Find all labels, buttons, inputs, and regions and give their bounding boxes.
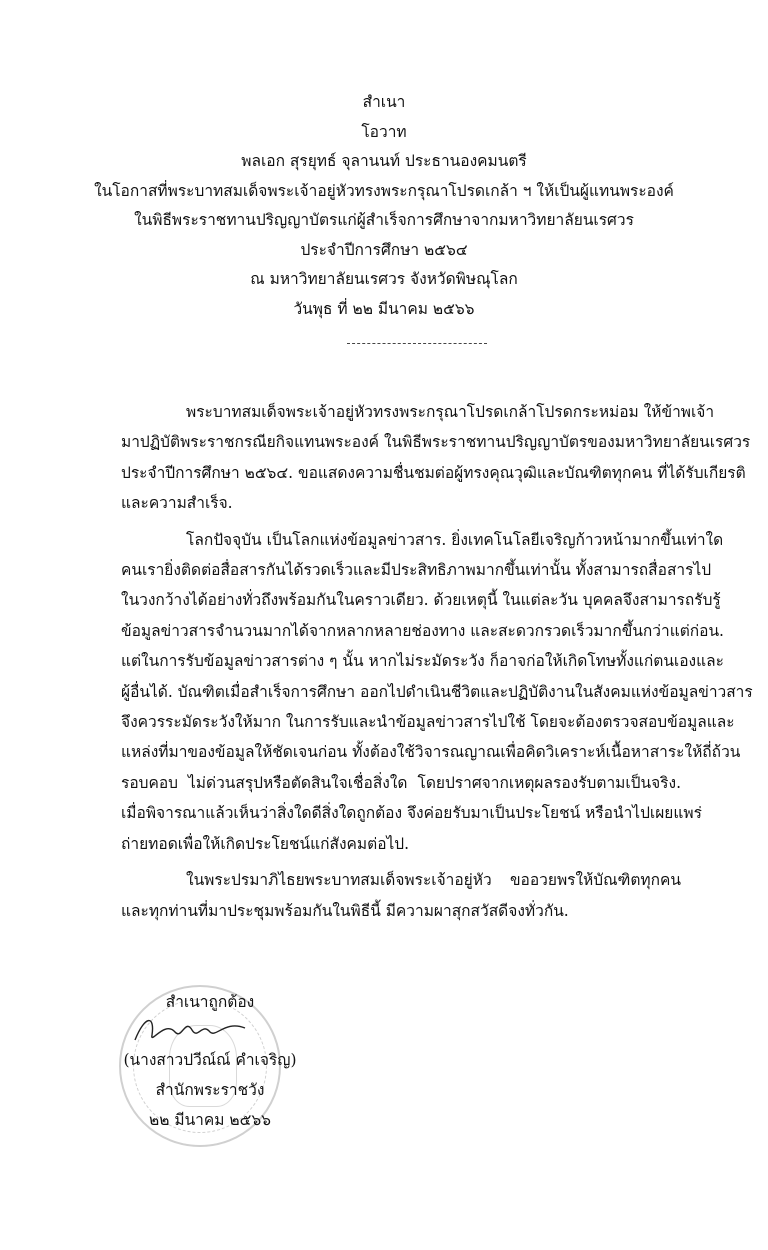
paragraph-3-line: และทุกท่านที่มาประชุมพร้อมกันในพิธีนี้ มีความผาสุกสวัสดีจงทั่วกัน. bbox=[121, 901, 569, 920]
document-title: โอวาท bbox=[361, 122, 407, 141]
certifier-office: สำนักพระราชวัง bbox=[155, 1081, 265, 1099]
certified-copy-label: สำเนาถูกต้อง bbox=[165, 993, 255, 1011]
paragraph-2-line: จึงควรระมัดระวังให้มาก ในการรับและนำข้อมูลข่าวสารไปใช้ โดยจะต้องตรวจสอบข้อมูลและ bbox=[121, 713, 735, 732]
paragraph-3-line: ในพระปรมาภิไธยพระบาทสมเด็จพระเจ้าอยู่หัว ขออวยพรให้บัณฑิตทุกคน bbox=[186, 871, 681, 890]
paragraph-2-line: แต่ในการรับข้อมูลข่าวสารต่าง ๆ นั้น หากไม่ระมัดระวัง ก็อาจก่อให้เกิดโทษทั้งแก่ตนเองและ bbox=[121, 652, 724, 671]
paragraph-1-line: ประจำปีการศึกษา ๒๕๖๔. ขอแสดงความชื่นชมต่อผู้ทรงคุณวุฒิและบัณฑิตทุกคน ที่ได้รับเกียรติ bbox=[121, 463, 746, 482]
speaker-line: พลเอก สุรยุทธ์ จุลานนท์ ประธานองคมนตรี bbox=[241, 152, 527, 170]
certifier-name: (นางสาวปวีณ์ณ์ คำเจริญ) bbox=[123, 1051, 297, 1069]
paragraph-1-line: มาปฏิบัติพระราชกรณียกิจแทนพระองค์ ในพิธีพระราชทานปริญญาบัตรของมหาวิทยาลัยนเรศวร bbox=[121, 433, 751, 452]
venue-line: ณ มหาวิทยาลัยนเรศวร จังหวัดพิษณุโลก bbox=[250, 270, 518, 288]
document-header bbox=[0, 88, 768, 324]
occasion-line: ในโอกาสที่พระบาทสมเด็จพระเจ้าอยู่หัวทรงพระกรุณาโปรดเกล้า ฯ ให้เป็นผู้แทนพระองค์ bbox=[94, 181, 674, 200]
date-line: วันพุธ ที่ ๒๒ มีนาคม ๒๕๖๖ bbox=[293, 299, 475, 318]
paragraph-2-line: รอบคอบ ไม่ด่วนสรุปหรือตัดสินใจเชื่อสิ่งใด โดยปราศจากเหตุผลรองรับตามเป็นจริง. bbox=[121, 773, 681, 792]
speech-body bbox=[121, 397, 753, 926]
ceremony-line: ในพิธีพระราชทานปริญญาบัตรแก่ผู้สำเร็จการศึกษาจากมหาวิทยาลัยนเรศวร bbox=[134, 211, 634, 229]
paragraph-2-line: เมื่อพิจารณาแล้วเห็นว่าสิ่งใดดีสิ่งใดถูกต้อง จึงค่อยรับมาเป็นประโยชน์ หรือนำไปเผยแพร่ bbox=[121, 804, 702, 823]
certification-block bbox=[90, 987, 330, 1135]
paragraph-2-line: แหล่งที่มาของข้อมูลให้ชัดเจนก่อน ทั้งต้องใช้วิจารณญาณเพื่อคิดวิเคราะห์เนื้อหาสาระให้ถี่ถ้วน bbox=[121, 743, 741, 762]
academic-year-line: ประจำปีการศึกษา ๒๕๖๔ bbox=[300, 240, 468, 259]
paragraph-1-line: และความสำเร็จ. bbox=[121, 494, 233, 513]
copy-label: สำเนา bbox=[362, 93, 406, 111]
paragraph-2-line: ผู้อื่นได้. บัณฑิตเมื่อสำเร็จการศึกษา ออกไปดำเนินชีวิตและปฏิบัติงานในสังคมแห่งข้อมูลข่าวสาร bbox=[121, 682, 753, 701]
header-divider bbox=[347, 343, 487, 344]
certification-date: ๒๒ มีนาคม ๒๕๖๖ bbox=[148, 1111, 272, 1129]
paragraph-2-line: คนเรายิ่งติดต่อสื่อสารกันได้รวดเร็วและมีประสิทธิภาพมากขึ้นเท่านั้น ทั้งสามารถสื่อสารไป bbox=[121, 561, 712, 580]
paragraph-2-line: ข้อมูลข่าวสารจำนวนมากได้จากหลากหลายช่องทาง และสะดวกรวดเร็วมากขึ้นกว่าแต่ก่อน. bbox=[121, 621, 724, 640]
paragraph-1-line: พระบาทสมเด็จพระเจ้าอยู่หัวทรงพระกรุณาโปรดเกล้าโปรดกระหม่อม ให้ข้าพเจ้า bbox=[186, 403, 715, 421]
paragraph-2-line: ถ่ายทอดเพื่อให้เกิดประโยชน์แก่สังคมต่อไป. bbox=[121, 834, 410, 853]
paragraph-2-line: โลกปัจจุบัน เป็นโลกแห่งข้อมูลข่าวสาร. ยิ่งเทคโนโลยีเจริญก้าวหน้ามากขึ้นเท่าใด bbox=[186, 530, 724, 549]
paragraph-2-line: ในวงกว้างได้อย่างทั่วถึงพร้อมกันในคราวเดียว. ด้วยเหตุนี้ ในแต่ละวัน บุคคลจึงสามารถรับรู้ bbox=[121, 591, 721, 610]
